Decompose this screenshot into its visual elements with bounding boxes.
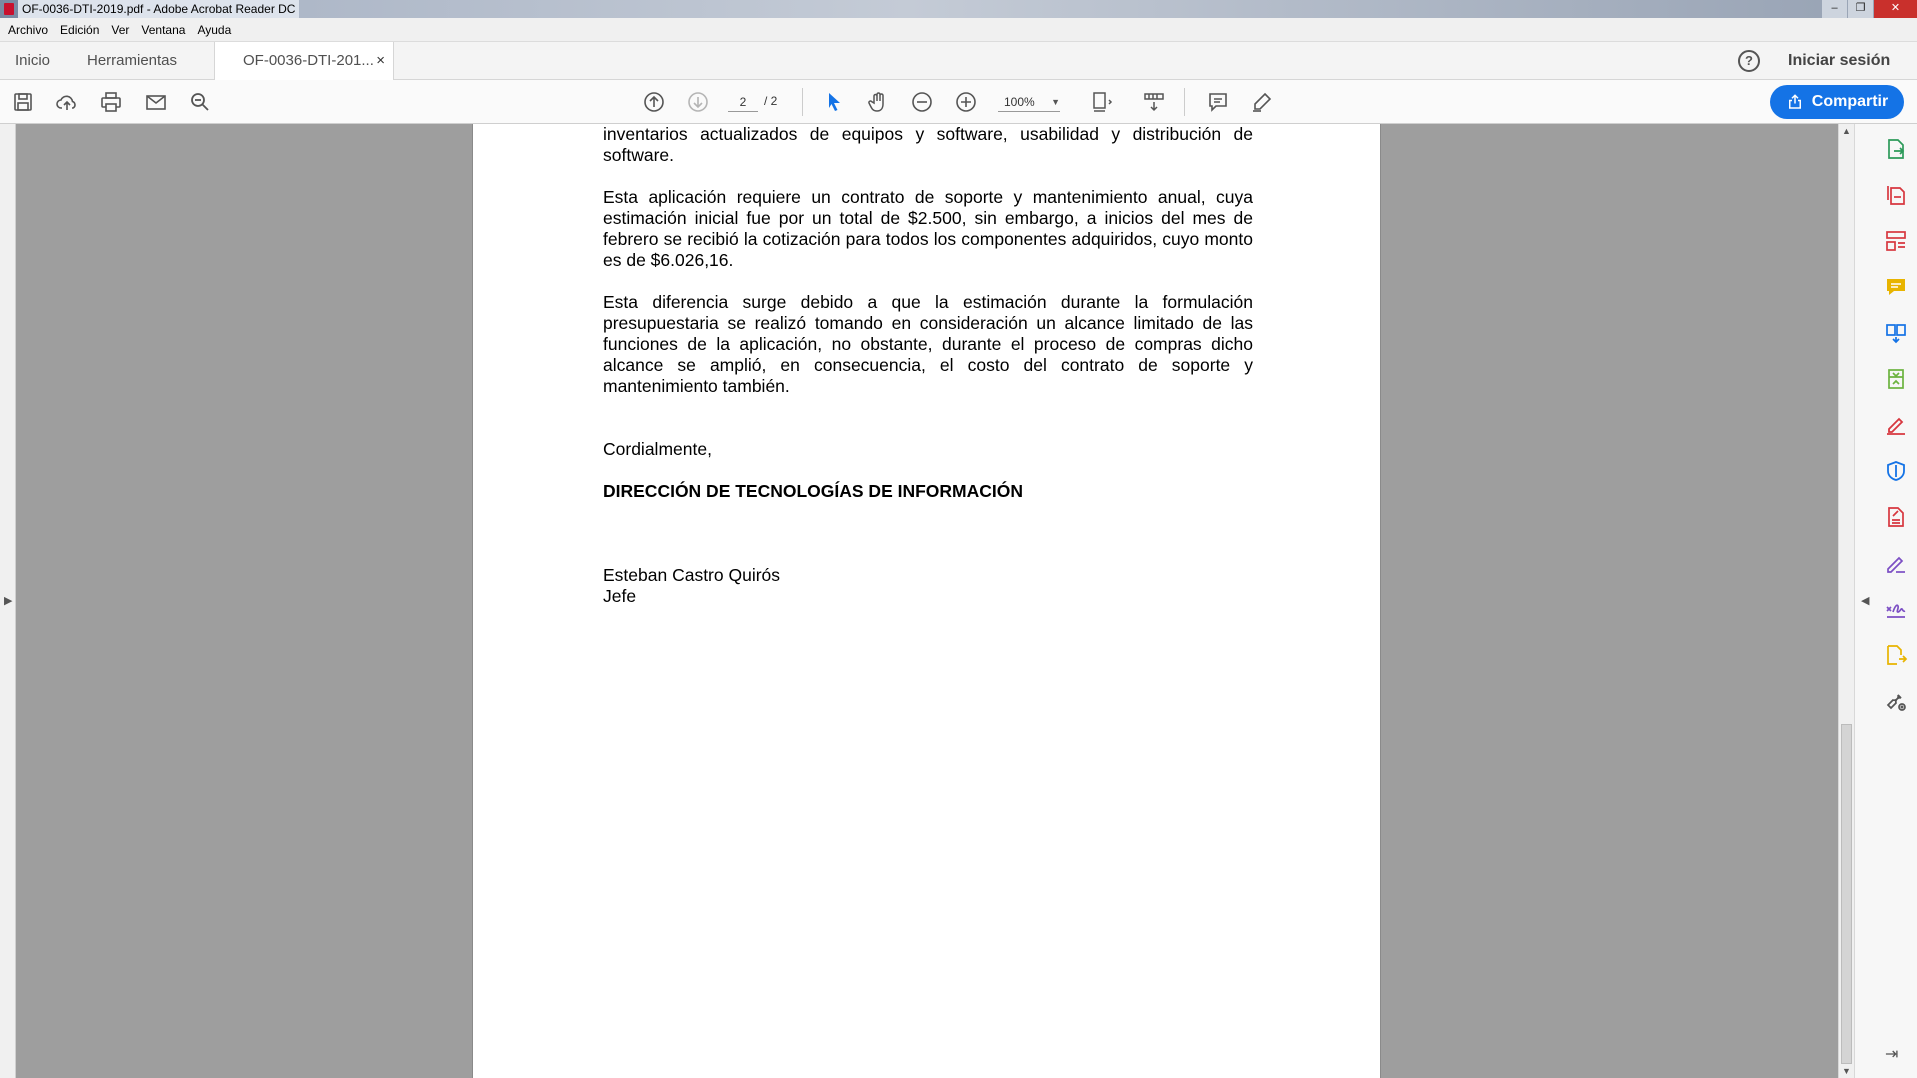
tab-home[interactable]: Inicio bbox=[15, 52, 51, 69]
page-down-icon[interactable] bbox=[684, 88, 712, 116]
main-toolbar bbox=[0, 80, 1917, 124]
zoom-level-dropdown[interactable] bbox=[998, 92, 1060, 112]
email-icon[interactable] bbox=[142, 88, 170, 116]
share-button[interactable] bbox=[1770, 85, 1904, 119]
scroll-mode-icon[interactable] bbox=[1140, 88, 1168, 116]
chevron-down-icon: ▼ bbox=[1051, 97, 1060, 107]
menu-ventana[interactable]: Ventana bbox=[141, 22, 186, 37]
comment-icon[interactable] bbox=[1204, 88, 1232, 116]
more-tools-icon[interactable] bbox=[1883, 688, 1909, 714]
print-icon[interactable] bbox=[97, 88, 125, 116]
zoom-level-value: 100% bbox=[1004, 95, 1035, 109]
zoom-out-icon[interactable] bbox=[908, 88, 936, 116]
signin-link[interactable]: Iniciar sesión bbox=[1788, 52, 1891, 69]
expand-left-panel-icon[interactable]: ▶ bbox=[4, 595, 13, 607]
menu-ver[interactable]: Ver bbox=[111, 22, 130, 37]
minimize-button[interactable]: – bbox=[1821, 0, 1847, 18]
page-fit-icon[interactable] bbox=[1088, 88, 1116, 116]
scrollbar-thumb[interactable] bbox=[1841, 724, 1852, 1064]
tab-document-label: OF-0036-DTI-201... bbox=[243, 52, 374, 69]
page-total: / 2 bbox=[764, 94, 778, 108]
save-icon[interactable] bbox=[9, 88, 37, 116]
menu-bar bbox=[0, 18, 1917, 42]
document-paragraph: inventarios actualizados de equipos y software, usabilidad y distribución de software. bbox=[603, 124, 1253, 165]
hand-tool-icon[interactable] bbox=[864, 88, 892, 116]
left-navigation-rail[interactable] bbox=[0, 124, 16, 1078]
sign-icon[interactable] bbox=[1883, 596, 1909, 622]
tab-bar bbox=[0, 42, 1917, 80]
comment-tool-icon[interactable] bbox=[1883, 274, 1909, 300]
menu-edicion[interactable]: Edición bbox=[60, 22, 100, 37]
send-for-review-icon[interactable] bbox=[1883, 642, 1909, 668]
menu-archivo[interactable]: Archivo bbox=[8, 22, 49, 37]
request-signature-icon[interactable] bbox=[1883, 550, 1909, 576]
menu-ayuda[interactable]: Ayuda bbox=[197, 22, 232, 37]
department-heading: DIRECCIÓN DE TECNOLOGÍAS DE INFORMACIÓN bbox=[603, 481, 1024, 501]
protect-icon[interactable] bbox=[1883, 458, 1909, 484]
collapse-right-panel-icon[interactable]: ◀ bbox=[1861, 595, 1870, 607]
right-tools-panel bbox=[1854, 124, 1917, 1078]
upload-cloud-icon[interactable] bbox=[53, 88, 81, 116]
pdf-page bbox=[472, 124, 1381, 1078]
export-pdf-icon[interactable] bbox=[1883, 136, 1909, 162]
select-cursor-icon[interactable] bbox=[820, 88, 848, 116]
zoom-in-icon[interactable] bbox=[952, 88, 980, 116]
window-title: OF-0036-DTI-2019.pdf - Adobe Acrobat Reader DC bbox=[18, 0, 299, 18]
toolbar-divider bbox=[802, 88, 803, 116]
organize-pages-icon[interactable] bbox=[1883, 228, 1909, 254]
compress-pdf-icon[interactable] bbox=[1883, 366, 1909, 392]
signer-name: Esteban Castro Quirós bbox=[603, 565, 781, 585]
scroll-up-icon[interactable]: ▲ bbox=[1842, 126, 1851, 136]
scroll-down-icon[interactable]: ▼ bbox=[1842, 1066, 1851, 1076]
tab-document[interactable] bbox=[214, 42, 394, 81]
window-title-bar bbox=[0, 0, 1917, 18]
share-icon bbox=[1786, 93, 1804, 111]
toolbar-divider bbox=[1184, 88, 1185, 116]
share-button-label: Compartir bbox=[1811, 93, 1889, 110]
create-pdf-icon[interactable] bbox=[1883, 182, 1909, 208]
help-icon[interactable]: ? bbox=[1738, 50, 1760, 72]
title-bar-background bbox=[299, 0, 1821, 18]
page-number-input[interactable] bbox=[728, 92, 758, 112]
close-window-button[interactable]: ✕ bbox=[1873, 0, 1917, 18]
close-tab-icon[interactable]: × bbox=[376, 52, 385, 69]
search-icon[interactable] bbox=[186, 88, 214, 116]
restore-button[interactable]: ❐ bbox=[1847, 0, 1873, 18]
tab-tools[interactable]: Herramientas bbox=[87, 52, 178, 69]
expand-panel-icon[interactable]: ⇥ bbox=[1885, 1046, 1899, 1063]
signer-title: Jefe bbox=[603, 586, 637, 606]
fill-sign-icon[interactable] bbox=[1883, 412, 1909, 438]
closing-salutation: Cordialmente, bbox=[603, 439, 712, 459]
document-paragraph: Esta diferencia surge debido a que la estimación durante la formulación presupuestaria se realizó tomando en consideración un alcance limitado de las funciones de la aplicación, no obstante, durante el proceso de compras dicho alcance se amplió, en consecuencia, el costo del contrato de soporte y mantenimiento también. bbox=[603, 292, 1253, 396]
document-paragraph: Esta aplicación requiere un contrato de soporte y mantenimiento anual, cuya estimación inicial fue por un total de $2.500, sin embargo, a inicios del mes de febrero se recibió la cotización para todos los componentes adquiridos, cuyo monto es de $6.026,16. bbox=[603, 187, 1253, 270]
page-up-icon[interactable] bbox=[640, 88, 668, 116]
page-content bbox=[603, 124, 1253, 607]
highlight-pen-icon[interactable] bbox=[1248, 88, 1276, 116]
vertical-scrollbar[interactable] bbox=[1838, 124, 1854, 1078]
edit-pdf-icon[interactable] bbox=[1883, 504, 1909, 530]
acrobat-app-icon bbox=[4, 3, 14, 15]
combine-files-icon[interactable] bbox=[1883, 320, 1909, 346]
